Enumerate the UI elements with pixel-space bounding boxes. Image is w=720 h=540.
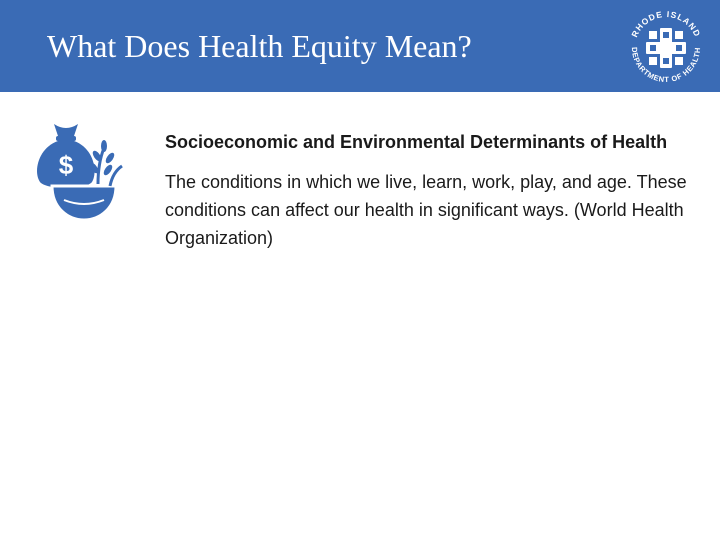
rhode-island-health-logo-icon [620, 2, 712, 94]
slide-header [0, 0, 720, 92]
svg-text:$: $ [58, 150, 74, 180]
definition-text: The conditions in which we live, learn, work, play, and age. These conditions can affect our health in significant ways. (World Health Organization) [165, 172, 687, 248]
section-heading: Socioeconomic and Environmental Determinants of Health [165, 132, 668, 152]
svg-text:RHODE ISLAND: RHODE ISLAND [629, 8, 703, 39]
slide-title: What Does Health Equity Mean? [47, 28, 472, 64]
content-block [165, 128, 690, 252]
svg-text:DEPARTMENT OF HEALTH: DEPARTMENT OF HEALTH [629, 46, 703, 85]
money-bag-and-grain-bowl-icon [34, 120, 126, 224]
